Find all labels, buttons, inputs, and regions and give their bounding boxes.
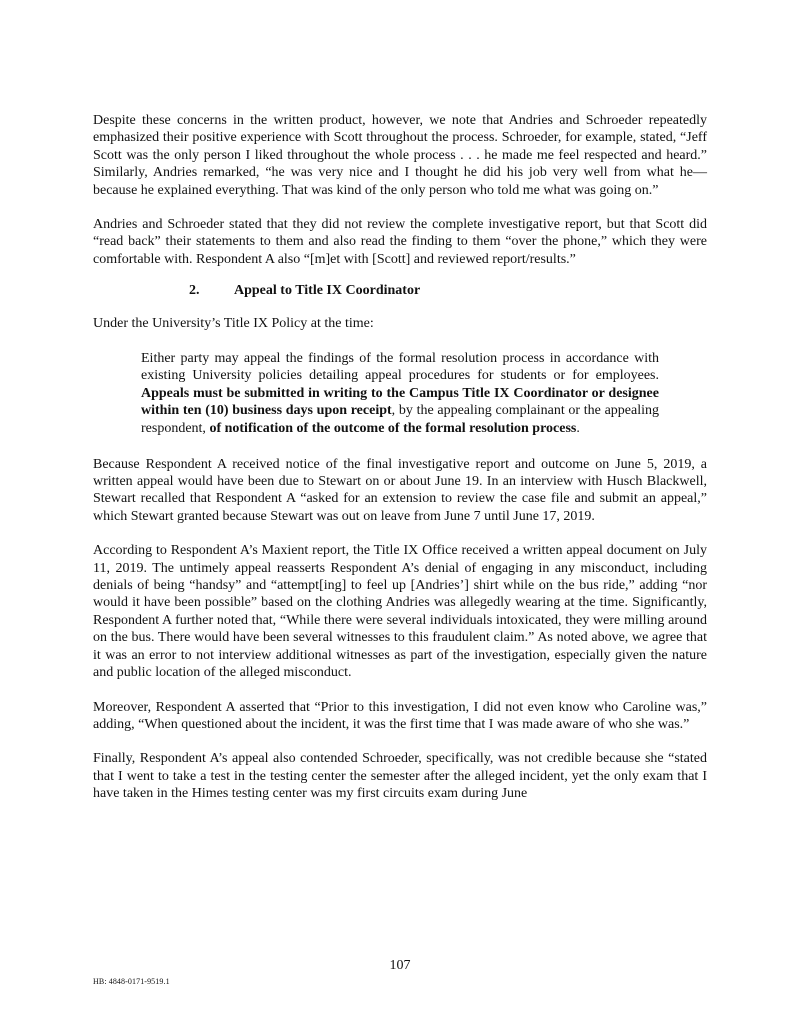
quote-text-1: Either party may appeal the findings of the formal resolution process in accordance with existing University policies detailing appeal procedures for students or for employees. bbox=[141, 350, 659, 384]
section-title: Appeal to Title IX Coordinator bbox=[234, 283, 421, 299]
paragraph-maxient-report: According to Respondent A’s Maxient report, the Title IX Office received a written appeal document on July 11, 2019. The untimely appeal reasserts Respondent A’s denial of engaging in any misconduct, including denials of being “handsy” and “attempt[ing] to feel up [Andries’] shirt while on the bus ride,” adding “nor would it have been possible” based on the clothing Andries was allegedly wearing at the time. Significantly, Respondent A further noted that, “While there were several individuals intoxicated, they were milling around on the bus. There would have been several witnesses to this fraudulent claim.” As noted above, we agree that it was an error to not interview additional witnesses as part of the investigation, especially given the nature and public location of the alleged misconduct. bbox=[93, 543, 707, 681]
paragraph-positive-experience: Despite these concerns in the written product, however, we note that Andries and Schroeder repeatedly emphasized their positive experience with Scott throughout the process. Schroeder, for example, stated, “Jeff Scott was the only person I liked throughout the whole process . . . he made me feel respected and heard.” Similarly, Andries remarked, “he was very nice and I thought he did his job very well from what he—because he explained everything. That was kind of the only person who told me what was going on.” bbox=[93, 113, 707, 198]
quote-text-2: , by the appealing complainant or the appealing respondent, bbox=[141, 403, 659, 437]
page-number: 107 bbox=[389, 958, 411, 973]
quote-text-3: . bbox=[576, 421, 580, 437]
policy-intro: Under the University’s Title IX Policy at the time: bbox=[93, 316, 374, 332]
paragraph-appeal-deadline: Because Respondent A received notice of the final investigative report and outcome on June 5, 2019, a written appeal would have been due to Stewart on or about June 19. In an interview with Husch Blackwell, Stewart recalled that Respondent A “asked for an extension to review the case file and submit an appeal,” which Stewart granted because Stewart was out on leave from June 7 until June 17, 2019. bbox=[93, 456, 707, 524]
paragraph-caroline: Moreover, Respondent A asserted that “Prior to this investigation, I did not even know who Caroline was,” adding, “When questioned about the incident, it was the first time that I was made aware of who she was.” bbox=[93, 699, 707, 732]
paragraph-report-review: Andries and Schroeder stated that they did not review the complete investigative report, but that Scott did “read back” their statements to them and also read the finding to them “over the phone,” which they were comfortable with. Respondent A also “[m]et with [Scott] and reviewed report/results.” bbox=[93, 217, 707, 267]
quote-bold-1: Appeals must be submitted in writing to the Campus Title IX Coordinator or designee within ten (10) business days upon receipt bbox=[141, 385, 659, 419]
page-body bbox=[93, 112, 707, 803]
quote-bold-2: of notification of the outcome of the formal resolution process bbox=[209, 421, 577, 437]
section-heading bbox=[93, 282, 707, 300]
paragraph-credibility: Finally, Respondent A’s appeal also contended Schroeder, specifically, was not credible because she “stated that I went to take a test in the testing center the semester after the alleged incident, yet the only exam that I have taken in the Himes testing center was my first circuits exam during June bbox=[93, 751, 707, 802]
policy-block-quote bbox=[141, 350, 659, 438]
section-number: 2. bbox=[189, 283, 200, 299]
document-id: HB: 4848-0171-9519.1 bbox=[93, 977, 170, 986]
